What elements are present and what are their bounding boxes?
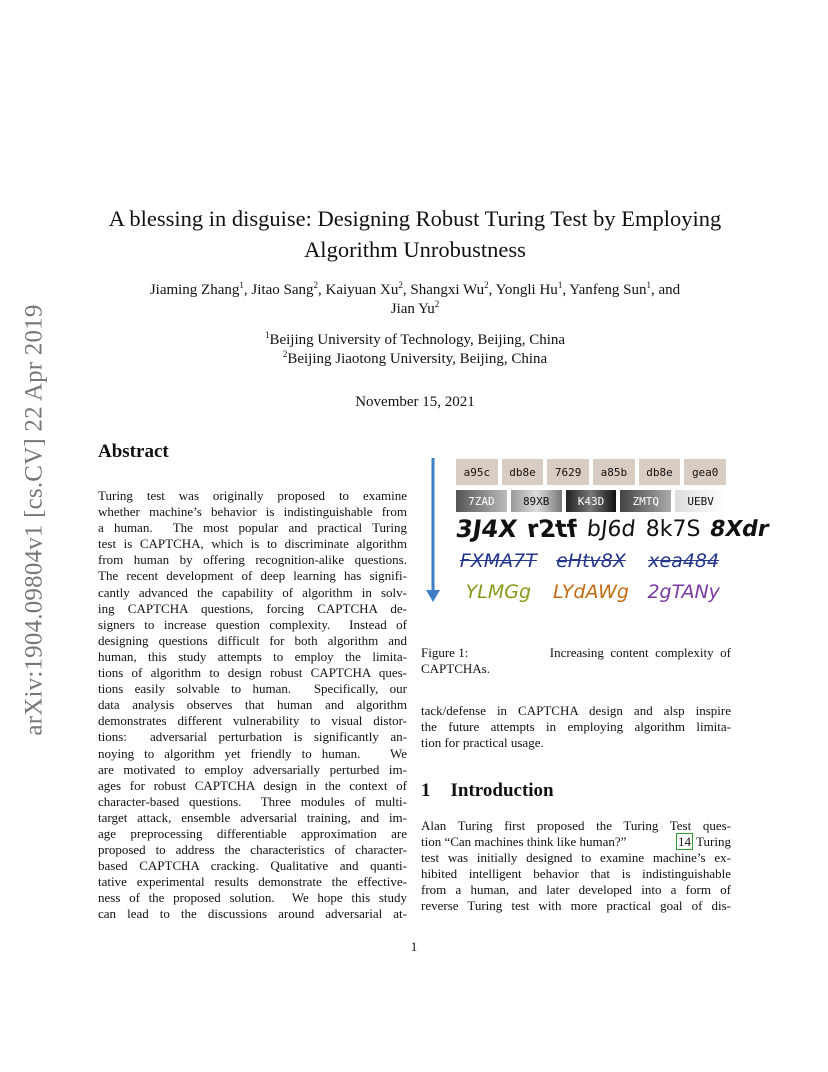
- captcha-image: 2gTANy: [647, 581, 720, 603]
- text-line: tack/defense in CAPTCHA design and alsp inspire: [421, 703, 731, 718]
- text-line: data analysis observes that human and algorithm: [98, 697, 407, 713]
- text-line: character-based questions. Three modules of multi-: [98, 793, 407, 809]
- captcha-image: xea484: [648, 550, 720, 572]
- text-line: tions easily solvable to human. Specifically, our: [98, 681, 407, 697]
- captcha-image: 7ZAD: [456, 490, 507, 512]
- figure-caption: [421, 645, 731, 677]
- caption-line-1: Figure 1: Increasing content complexity of: [421, 645, 731, 660]
- affiliation-2: $^2$Beijing Jiaotong University, Beijing, China: [282, 349, 548, 367]
- captcha-row-distorted: [454, 514, 772, 544]
- text-line: The recent development of deep learning has signifi-: [98, 568, 407, 584]
- text-line: whether machine’s behavior is indistinguishable from: [98, 504, 407, 520]
- captcha-image: K43D: [566, 490, 617, 512]
- abstract-continuation: [421, 703, 731, 751]
- text-line: Turing test was originally proposed to examine: [98, 488, 407, 503]
- captcha-image: a95c: [456, 459, 498, 485]
- text-line: tion for practical usage.: [421, 735, 544, 751]
- captcha-image: db8e: [502, 459, 544, 485]
- captcha-image: 8Xdr: [708, 516, 772, 542]
- text-line: a human. The most popular and practical Turing: [98, 520, 407, 536]
- text-line: cantly advanced the capability of algorithm in solv-: [98, 584, 407, 600]
- captcha-image: db8e: [639, 459, 681, 485]
- text-line: from human by offering recognition-alike questions.: [98, 552, 407, 568]
- text-line: are motivated to employ adversarially perturbed im-: [98, 761, 407, 777]
- captcha-row-gradient: [456, 490, 726, 512]
- abstract-body: [98, 488, 407, 923]
- text-line: test is CAPTCHA, which is to discriminate algorithm: [98, 536, 407, 552]
- text-line: demonstrates different vulnerability to visual distor-: [98, 713, 407, 729]
- captcha-image: gea0: [684, 459, 726, 485]
- abstract-heading: Abstract: [98, 441, 169, 462]
- caption-line-2: CAPTCHAs.: [421, 661, 490, 677]
- page-number: 1: [410, 939, 418, 954]
- title-line-2: Algorithm Unrobustness: [304, 237, 526, 262]
- captcha-image: eHtv8X: [556, 550, 626, 572]
- title-line-1: A blessing in disguise: Designing Robust Turing Test by Employing: [108, 206, 722, 231]
- text-line: tative experimental results demonstrate the effective-: [98, 874, 407, 890]
- paper-title: [95, 203, 735, 265]
- captcha-image: 3J4X: [454, 515, 519, 543]
- author-line-2: Jian Yu$^2$: [390, 299, 440, 317]
- text-line: human, this study attempts to employ the limita-: [98, 648, 407, 664]
- captcha-image: bJ6d: [585, 516, 638, 542]
- figure-captcha-examples: [421, 452, 772, 610]
- captcha-image: 8k7S: [645, 516, 701, 542]
- text-line: the future attempts in employing algorithm limita-: [421, 719, 731, 735]
- intro-line: Alan Turing first proposed the Turing Test ques-: [421, 818, 731, 833]
- captcha-image: LYdAWg: [553, 581, 629, 603]
- text-line: can lead to the discussions around adversarial at-: [98, 906, 407, 922]
- captcha-image: r2tf: [524, 515, 580, 543]
- section-heading-introduction: 1 Introduction: [421, 780, 554, 801]
- text-line: tions of algorithm to design robust CAPTCHA ques-: [98, 665, 407, 681]
- captcha-row-simple: [456, 459, 726, 485]
- text-line: proposed to address the characteristics of character-: [98, 842, 407, 858]
- text-line: ing CAPTCHA questions, forcing CAPTCHA de-: [98, 600, 407, 616]
- captcha-image: UEBV: [675, 490, 726, 512]
- paper-date: November 15, 2021: [355, 394, 475, 410]
- captcha-row-strikethrough: [456, 548, 726, 574]
- captcha-image: 7629: [547, 459, 589, 485]
- captcha-image: FXMA7T: [459, 550, 537, 572]
- text-line: designing questions difficult for both algorithm and: [98, 632, 407, 648]
- text-line: signers to increase question complexity. Instead of: [98, 616, 407, 632]
- captcha-image: YLMGg: [465, 581, 532, 603]
- text-line: age preprocessing differentiable approximation are: [98, 825, 407, 841]
- text-line: test was initially designed to examine machine’s ex-: [421, 850, 731, 866]
- author-line-1: Jiaming Zhang$^1$, Jitao Sang$^2$, Kaiyuan Xu$^2$, Shangxi Wu$^2$, Yongli Hu$^1$, Yanfeng Sun$^1$, and: [149, 280, 681, 298]
- captcha-image: 89XB: [511, 490, 562, 512]
- intro-line: tion “Can machines think like human?” 14 Turing: [421, 834, 731, 850]
- captcha-image: ZMTQ: [620, 490, 671, 512]
- text-line: tions: adversarial perturbation is significantly an-: [98, 729, 407, 745]
- affiliation-1: $^1$Beijing University of Technology, Beijing, China: [264, 330, 566, 348]
- captcha-image: a85b: [593, 459, 635, 485]
- text-line: hibited intelligent behavior that is indistinguishable: [421, 866, 731, 882]
- captcha-row-colorful: [456, 578, 726, 606]
- text-line: ages for robust CAPTCHA design in the context of: [98, 777, 407, 793]
- text-line: reverse Turing test with more practical goal of dis-: [421, 898, 731, 914]
- author-list: [95, 281, 735, 319]
- introduction-body: [421, 818, 731, 915]
- text-line: ness of the proposed solution. We hope this study: [98, 890, 407, 906]
- text-line: noying to algorithm yet friendly to human. We: [98, 745, 407, 761]
- text-line: target attack, ensemble adversarial training, and im-: [98, 809, 407, 825]
- citation-link[interactable]: 14: [678, 834, 692, 850]
- text-line: based CAPTCHA cracking. Qualitative and quanti-: [98, 858, 407, 874]
- text-line: from a human, and later developed into a form of: [421, 882, 731, 898]
- arxiv-identifier: arXiv:1904.09804v1 [cs.CV] 22 Apr 2019: [21, 304, 49, 736]
